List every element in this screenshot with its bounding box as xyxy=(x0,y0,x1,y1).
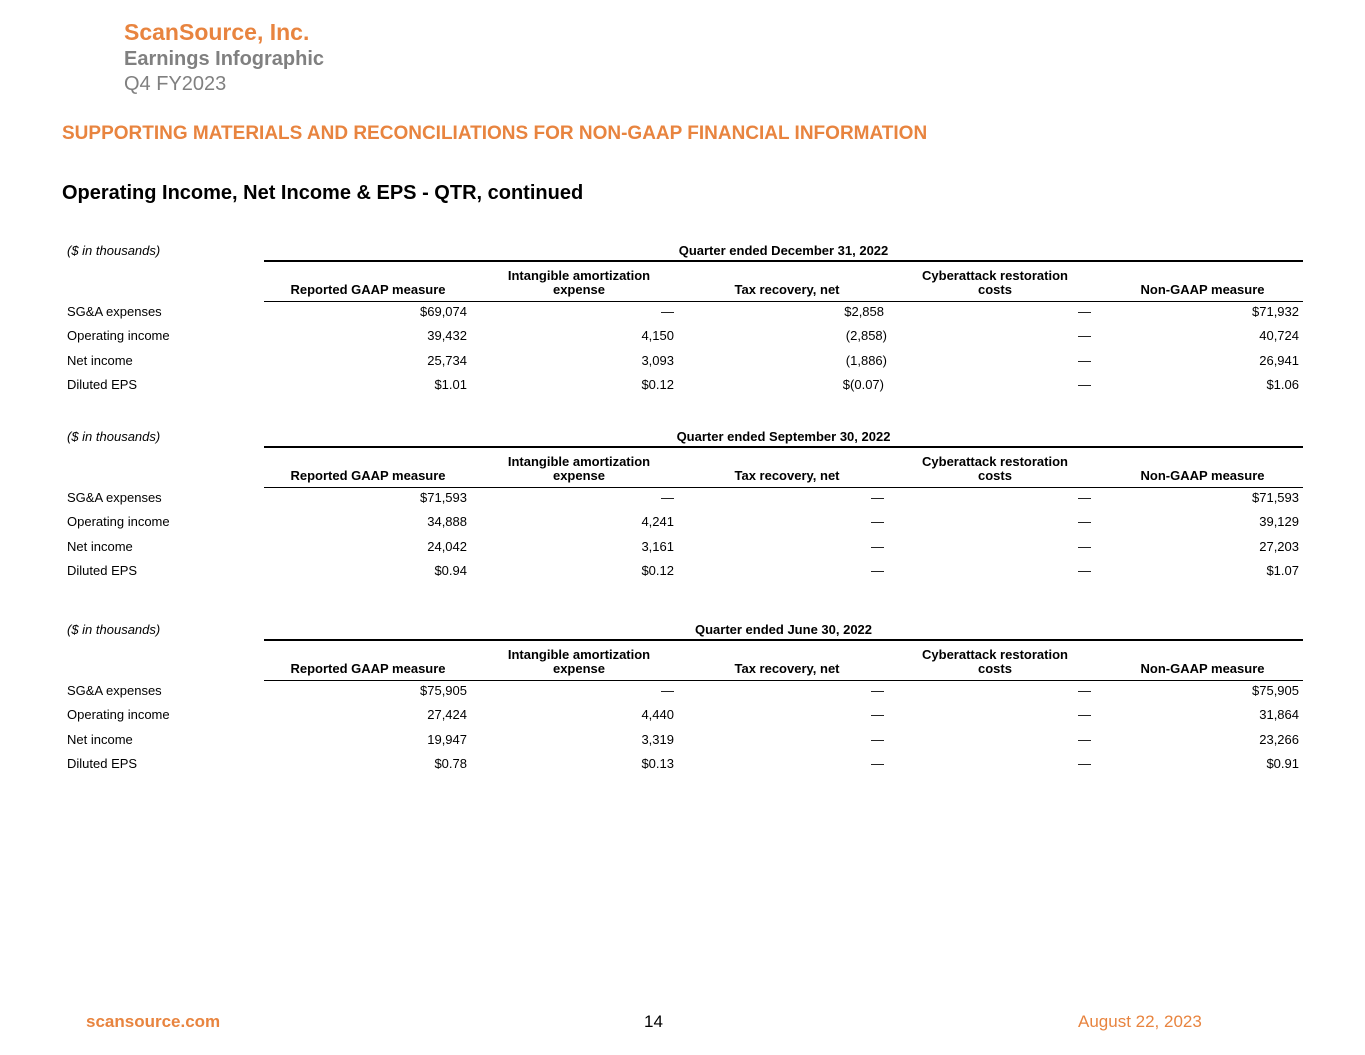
period-heading: Quarter ended September 30, 2022 xyxy=(676,429,891,444)
cell-cyber: — xyxy=(1078,539,1091,554)
document-subtitle: Earnings Infographic xyxy=(124,48,325,70)
row-label: SG&A expenses xyxy=(67,490,162,505)
cell-cyber: — xyxy=(1078,514,1091,529)
cell-intangible: 4,241 xyxy=(641,514,674,529)
cell-tax: — xyxy=(871,490,884,505)
cell-tax: — xyxy=(871,732,884,747)
cell-nongaap: $71,932 xyxy=(1252,304,1299,319)
row-label: Net income xyxy=(67,353,133,368)
col-intangible-amortization: Intangible amortization expense xyxy=(507,268,651,297)
col-reported-gaap: Reported GAAP measure xyxy=(290,282,446,297)
cell-intangible: 3,093 xyxy=(641,353,674,368)
cell-reported: $0.94 xyxy=(434,563,467,578)
cell-tax: $(0.07) xyxy=(842,377,884,392)
row-label: Operating income xyxy=(67,514,170,529)
cell-nongaap: 40,724 xyxy=(1259,328,1299,343)
cell-cyber: — xyxy=(1078,377,1091,392)
cell-nongaap: $0.91 xyxy=(1266,756,1299,771)
col-cyberattack-costs: Cyberattack restoration costs xyxy=(922,647,1068,676)
table-row xyxy=(0,353,1365,373)
row-label: Diluted EPS xyxy=(67,756,138,771)
cell-nongaap: $1.07 xyxy=(1266,563,1299,578)
col-tax-recovery: Tax recovery, net xyxy=(734,468,840,483)
col-cyberattack-costs: Cyberattack restoration costs xyxy=(922,454,1068,483)
cell-nongaap: $1.06 xyxy=(1266,377,1299,392)
cell-tax: — xyxy=(871,539,884,554)
footer-date: August 22, 2023 xyxy=(1078,1012,1202,1031)
page-number: 14 xyxy=(644,1012,663,1031)
cell-cyber: — xyxy=(1078,490,1091,505)
header-rule xyxy=(264,260,1303,262)
row-label: Net income xyxy=(67,732,133,747)
table-row xyxy=(0,683,1365,703)
col-intangible-amortization: Intangible amortization expense xyxy=(507,647,651,676)
cell-tax: — xyxy=(871,563,884,578)
company-name: ScanSource, Inc. xyxy=(124,19,310,45)
cell-reported: 34,888 xyxy=(427,514,467,529)
cell-intangible: $0.12 xyxy=(641,377,674,392)
cell-intangible: 3,319 xyxy=(641,732,674,747)
cell-intangible: 4,440 xyxy=(641,707,674,722)
col-intangible-amortization: Intangible amortization expense xyxy=(507,454,651,483)
table-row xyxy=(0,514,1365,534)
cell-tax: (1,886) xyxy=(845,353,887,368)
cell-tax: $2,858 xyxy=(844,304,884,319)
cell-reported: $69,074 xyxy=(420,304,467,319)
cell-nongaap: 26,941 xyxy=(1259,353,1299,368)
section-heading: SUPPORTING MATERIALS AND RECONCILIATIONS FOR NON-GAAP FINANCIAL INFORMATION xyxy=(62,123,928,144)
cell-cyber: — xyxy=(1078,683,1091,698)
cell-tax: — xyxy=(871,514,884,529)
row-label: SG&A expenses xyxy=(67,304,162,319)
row-label: Diluted EPS xyxy=(67,563,138,578)
units-note: ($ in thousands) xyxy=(67,429,161,444)
cell-cyber: — xyxy=(1078,756,1091,771)
cell-reported: $1.01 xyxy=(434,377,467,392)
cell-intangible: — xyxy=(661,490,674,505)
cell-reported: 19,947 xyxy=(427,732,467,747)
units-note: ($ in thousands) xyxy=(67,243,161,258)
footer-website: scansource.com xyxy=(86,1012,221,1031)
cell-cyber: — xyxy=(1078,328,1091,343)
cell-intangible: 3,161 xyxy=(641,539,674,554)
period-heading: Quarter ended December 31, 2022 xyxy=(678,243,889,258)
cell-intangible: — xyxy=(661,683,674,698)
cell-intangible: — xyxy=(661,304,674,319)
col-reported-gaap: Reported GAAP measure xyxy=(290,661,446,676)
col-reported-gaap: Reported GAAP measure xyxy=(290,468,446,483)
cell-tax: — xyxy=(871,683,884,698)
period-heading: Quarter ended June 30, 2022 xyxy=(694,622,873,637)
table-row xyxy=(0,328,1365,348)
row-label: Diluted EPS xyxy=(67,377,138,392)
cell-nongaap: 23,266 xyxy=(1259,732,1299,747)
col-tax-recovery: Tax recovery, net xyxy=(734,661,840,676)
header-rule-bottom xyxy=(264,487,1303,488)
cell-nongaap: $75,905 xyxy=(1252,683,1299,698)
cell-tax: — xyxy=(871,707,884,722)
row-label: Operating income xyxy=(67,328,170,343)
cell-intangible: $0.12 xyxy=(641,563,674,578)
cell-tax: — xyxy=(871,756,884,771)
row-label: SG&A expenses xyxy=(67,683,162,698)
col-tax-recovery: Tax recovery, net xyxy=(734,282,840,297)
cell-cyber: — xyxy=(1078,563,1091,578)
cell-cyber: — xyxy=(1078,353,1091,368)
header-rule xyxy=(264,446,1303,448)
cell-cyber: — xyxy=(1078,707,1091,722)
cell-reported: $71,593 xyxy=(420,490,467,505)
table-row xyxy=(0,377,1365,397)
table-row xyxy=(0,304,1365,324)
col-non-gaap: Non-GAAP measure xyxy=(1140,468,1265,483)
page-title: Operating Income, Net Income & EPS - QTR, continued xyxy=(62,182,584,204)
fiscal-quarter: Q4 FY2023 xyxy=(124,73,227,95)
cell-intangible: $0.13 xyxy=(641,756,674,771)
row-label: Net income xyxy=(67,539,133,554)
table-row xyxy=(0,707,1365,727)
header-rule-bottom xyxy=(264,301,1303,302)
table-row xyxy=(0,563,1365,583)
cell-reported: 24,042 xyxy=(427,539,467,554)
cell-reported: 27,424 xyxy=(427,707,467,722)
cell-nongaap: 27,203 xyxy=(1259,539,1299,554)
cell-reported: 25,734 xyxy=(427,353,467,368)
cell-tax: (2,858) xyxy=(845,328,887,343)
cell-cyber: — xyxy=(1078,304,1091,319)
cell-reported: 39,432 xyxy=(427,328,467,343)
cell-reported: $75,905 xyxy=(420,683,467,698)
cell-nongaap: 39,129 xyxy=(1259,514,1299,529)
table-row xyxy=(0,490,1365,510)
header-rule xyxy=(264,639,1303,641)
cell-cyber: — xyxy=(1078,732,1091,747)
header-rule-bottom xyxy=(264,680,1303,681)
cell-nongaap: $71,593 xyxy=(1252,490,1299,505)
row-label: Operating income xyxy=(67,707,170,722)
col-non-gaap: Non-GAAP measure xyxy=(1140,282,1265,297)
col-cyberattack-costs: Cyberattack restoration costs xyxy=(922,268,1068,297)
table-row xyxy=(0,756,1365,776)
cell-intangible: 4,150 xyxy=(641,328,674,343)
table-row xyxy=(0,539,1365,559)
table-row xyxy=(0,732,1365,752)
cell-nongaap: 31,864 xyxy=(1259,707,1299,722)
cell-reported: $0.78 xyxy=(434,756,467,771)
units-note: ($ in thousands) xyxy=(67,622,161,637)
col-non-gaap: Non-GAAP measure xyxy=(1140,661,1265,676)
